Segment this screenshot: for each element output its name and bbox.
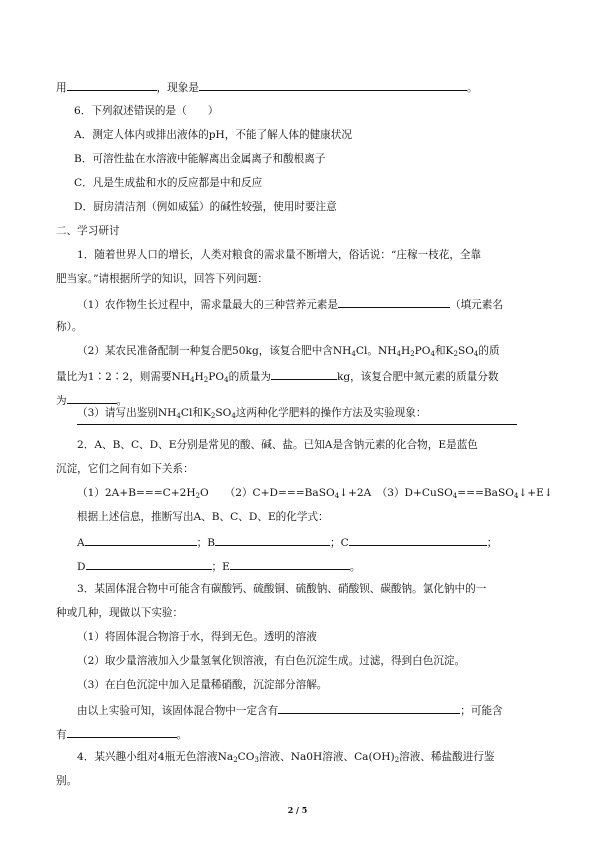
page-number: 2 / 5 — [287, 805, 308, 815]
q5-blank-1[interactable] — [67, 79, 157, 91]
s1-part1 — [77, 296, 567, 312]
answer-a-blank[interactable] — [85, 534, 197, 546]
s3-conclusion-2: 有 。 — [56, 726, 546, 742]
q5-text-3: 。 — [466, 82, 478, 94]
answer-c-blank[interactable] — [349, 534, 487, 546]
s2-intro-1: 2．A、B、C、D、E分别是常见的酸、碱、盐。已知A是含钠元素的化合物，E是蓝色 — [77, 439, 478, 451]
s1-part1-cont: 称）。 — [56, 321, 83, 333]
s3-definite-blank[interactable] — [278, 702, 460, 714]
s1-part2-blank-fraction[interactable] — [67, 392, 117, 404]
q5-text-2: ，现象是 — [156, 82, 199, 94]
s1-intro-2: 肥当家。”请根据所学的知识，回答下列问题： — [56, 273, 268, 285]
s2-intro-2: 沉淀，它们之间有如下关系： — [56, 463, 194, 475]
s1-part2-line1: （2）某农民准备配制一种复合肥50kg，该复合肥中含$NH_4Cl$。$NH_4H_2PO_4$和$K_2SO_4$的质 — [77, 345, 500, 358]
q6-stem: 6．下列叙述错误的是（ ） — [74, 105, 219, 117]
q5-text-1: 用 — [56, 82, 67, 94]
q5-tail-line — [56, 79, 546, 95]
answer-e-blank[interactable] — [230, 558, 350, 570]
s4-line-2: 别。 — [56, 775, 78, 787]
q6-option-d: D．厨房清洁剂（例如威猛）的碱性较强，使用时要注意 — [74, 201, 337, 213]
s3-exp-1: （1）将固体混合物溶于水，得到无色。透明的溶液 — [77, 631, 317, 643]
s2-answers-de: D ；E 。 — [77, 558, 567, 574]
s4-line-1: 4．某兴趣小组对4瓶无色溶液$Na_2CO_3$溶液、Na0H溶液、$Ca(OH)_2$溶液、稀盐酸进行鉴 — [77, 751, 495, 764]
s1-part3-answer-line[interactable] — [77, 424, 517, 425]
s3-possible-blank[interactable] — [67, 726, 177, 738]
s3-exp-3: （3）在白色沉淀中加入足量稀硝酸，沉淀部分溶解。 — [77, 679, 328, 691]
s3-intro-1: 3．某固体混合物中可能含有碳酸钙、硫酸铜、硫酸钠、硝酸钡、碳酸钠。氯化钠中的一 — [77, 583, 487, 595]
answer-b-blank[interactable] — [215, 534, 330, 546]
s1-intro-1: 1．随着世界人口的增长，人类对粮食的需求量不断增大，俗话说：“庄稼一枝花，全靠 — [77, 249, 482, 261]
s1-part1-text-b: （填元素名 — [450, 299, 503, 311]
s1-part2-blank-mass[interactable] — [271, 368, 337, 380]
s1-part2-line3: 为 。 — [56, 392, 546, 408]
s3-conclusion-1: 由以上实验可知，该固体混合物中一定含有 ；可能含 — [77, 702, 567, 718]
s3-exp-2: （2）取少量溶液加入少量氢氧化钡溶液，有白色沉淀生成。过滤，得到白色沉淀。 — [77, 655, 466, 667]
section-heading: 二、学习研讨 — [56, 225, 120, 237]
s1-part2-line2: 量比为1∶2∶2，则需要$NH_4H_2PO_4$的质量为 kg，该复合肥中氮元素的质量分数 — [56, 368, 546, 384]
s2-answers-abc: A ；B ；C ； — [77, 534, 567, 550]
s1-part1-text: （1）农作物生长过程中，需求量最大的三种营养元素是 — [77, 299, 338, 311]
s2-equations: $(1)2A+B===C+2H_2O$ （2）C+D===BaSO$_4$↓+2A （3）D+CuSO$_4$===BaSO$_4$↓+E↓ — [77, 487, 553, 500]
s3-intro-2: 种或几种，现做以下实验： — [56, 607, 184, 619]
answer-d-blank[interactable] — [86, 558, 212, 570]
q6-option-a: A．测定人体内或排出液体的pH，不能了解人体的健康状况 — [74, 129, 352, 141]
q6-option-c: C．凡是生成盐和水的反应都是中和反应 — [74, 177, 263, 189]
s1-part3: （3）请写出鉴别$NH_4Cl$和$K_2SO_4$这两种化学肥料的操作方法及实验现象： — [77, 407, 427, 420]
s2-ask: 根据上述信息，推断写出A、B、C、D、E的化学式： — [77, 511, 329, 523]
q5-blank-2[interactable] — [199, 79, 467, 91]
s1-part1-blank[interactable] — [338, 296, 450, 308]
q6-option-b: B．可溶性盐在水溶液中能解离出金属离子和酸根离子 — [74, 153, 326, 165]
